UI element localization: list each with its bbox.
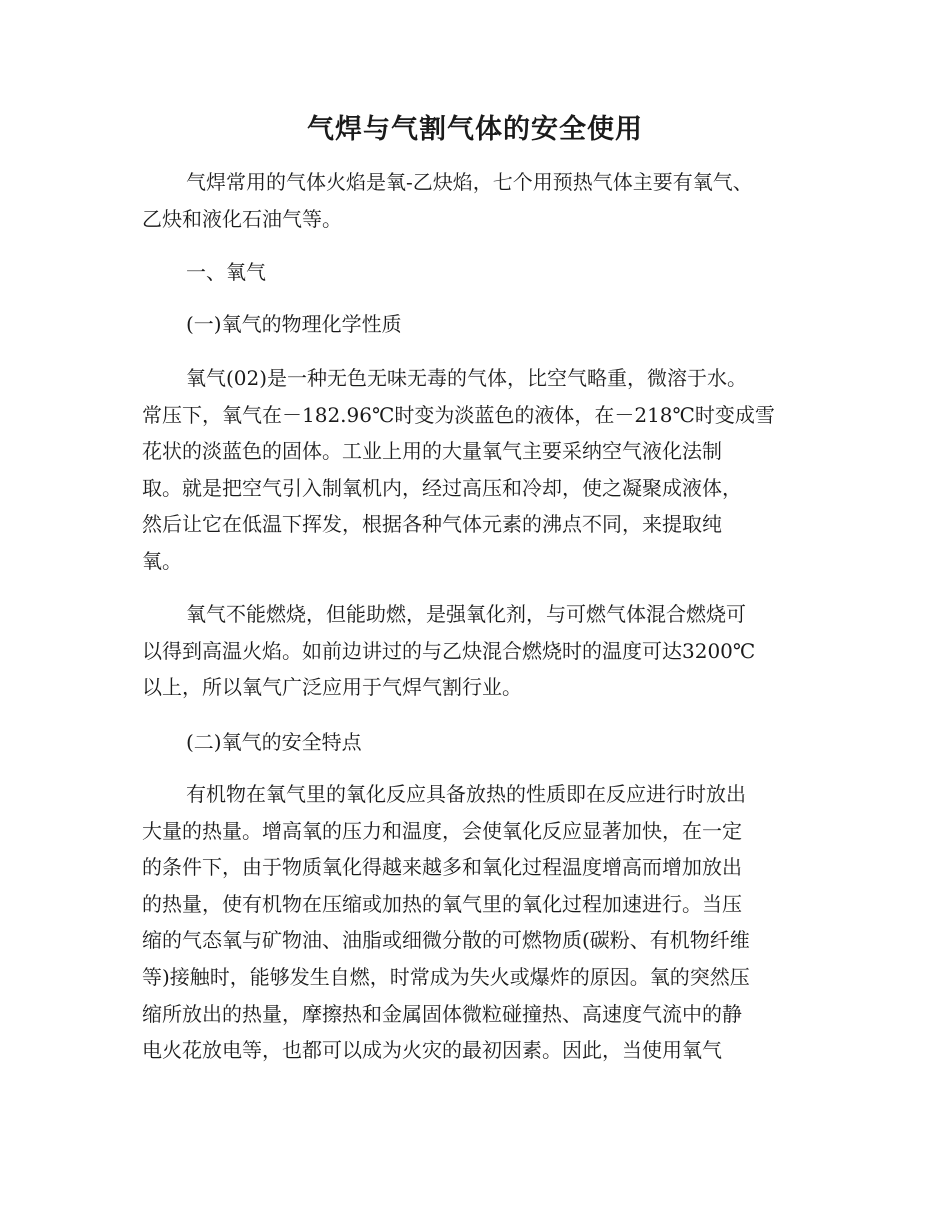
subsection-heading-text: (一)氧气的物理化学性质 (186, 312, 402, 336)
text-line: 的条件下，由于物质氧化得越来越多和氧化过程温度增高而增加放出 (142, 855, 742, 880)
text-line: 花状的淡蓝色的固体。工业上用的大量氧气主要采纳空气液化法制 (142, 439, 722, 464)
section-heading (142, 254, 806, 291)
text-line: 缩的气态氧与矿物油、油脂或细微分散的可燃物质(碳粉、有机物纤维 (142, 928, 750, 953)
text-line: 以上，所以氧气广泛应用于气焊气割行业。 (142, 675, 522, 700)
text-line: 的热量，使有机物在压缩或加热的氧气里的氧化过程加速进行。当压 (142, 891, 742, 916)
text-line: 氧气(02)是一种无色无味无毒的气体，比空气略重，微溶于水。 (186, 366, 748, 390)
document-title: 气焊与气割气体的安全使用 (307, 114, 643, 145)
text-line: 气焊常用的气体火焰是氧-乙炔焰，七个用预热气体主要有氧气、 (186, 170, 753, 194)
text-line: 电火花放电等，也都可以成为火灾的最初因素。因此，当使用氧气 (142, 1038, 722, 1063)
subsection-heading-text: (二)氧气的安全特点 (186, 730, 362, 754)
text-line: 大量的热量。增高氧的压力和温度，会使氧化反应显著加快，在一定 (142, 818, 742, 843)
oxygen-properties-paragraph (142, 360, 806, 580)
text-line: 氧。 (142, 548, 182, 573)
text-line: 氧气不能燃烧，但能助燃，是强氧化剂，与可燃气体混合燃烧可 (186, 602, 746, 626)
text-line: 有机物在氧气里的氧化反应具备放热的性质即在反应进行时放出 (186, 782, 746, 806)
text-line: 然后让它在低温下挥发，根据各种气体元素的沸点不同，来提取纯 (142, 512, 722, 537)
text-line: 乙炔和液化石油气等。 (142, 206, 342, 231)
text-line: 取。就是把空气引入制氧机内，经过高压和冷却，使之凝聚成液体， (142, 475, 742, 500)
subsection-heading (142, 724, 806, 761)
intro-paragraph (142, 164, 806, 237)
text-line: 常压下，氧气在－182.96℃时变为淡蓝色的液体，在－218℃时变成雪 (142, 402, 775, 427)
oxygen-combustion-paragraph (142, 596, 806, 706)
text-line: 等)接触时，能够发生自燃，时常成为失火或爆炸的原因。氧的突然压 (142, 964, 750, 989)
text-line: 缩所放出的热量，摩擦热和金属固体微粒碰撞热、高速度气流中的静 (142, 1001, 742, 1026)
safety-paragraph (142, 776, 806, 1069)
section-heading-text: 一、氧气 (186, 260, 266, 284)
subsection-heading (142, 306, 806, 343)
text-line: 以得到高温火焰。如前边讲过的与乙炔混合燃烧时的温度可达3200℃ (142, 638, 756, 663)
